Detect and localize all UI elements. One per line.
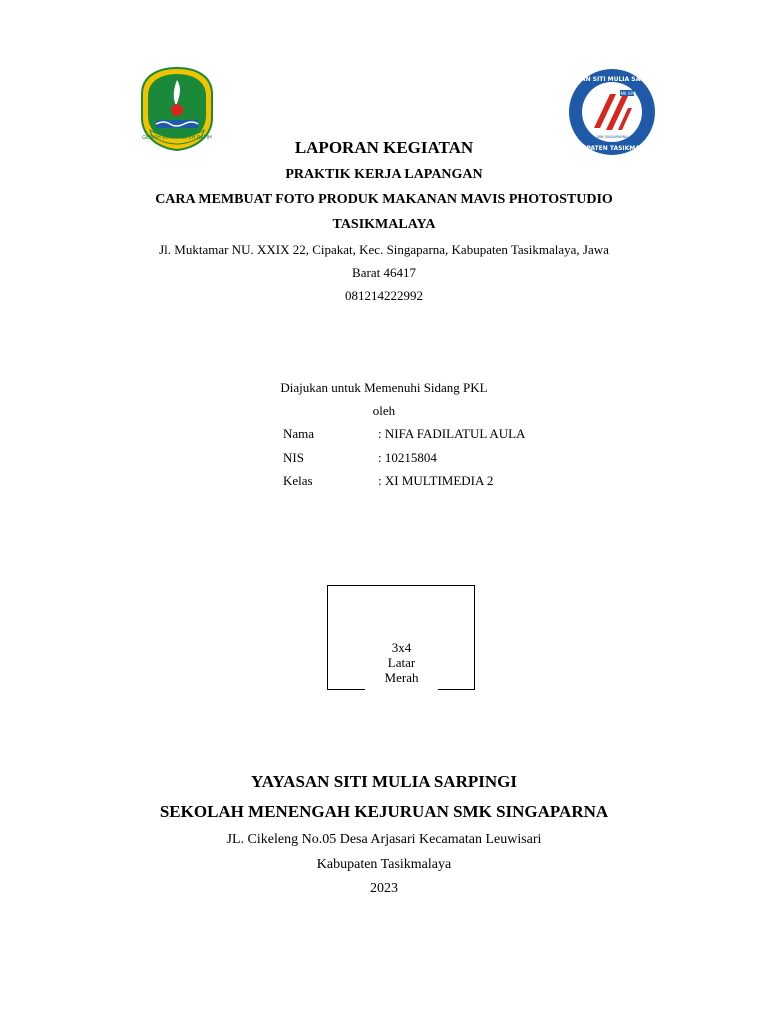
submission-by: oleh bbox=[372, 403, 396, 418]
nis-value: : 10215804 bbox=[378, 450, 437, 465]
report-subtitle: PRAKTIK KERJA LAPANGAN bbox=[285, 167, 483, 182]
photo-background-text: Latar bbox=[387, 655, 416, 670]
class-value: : XI MULTIMEDIA 2 bbox=[378, 473, 494, 488]
svg-text:SMK SINGAPARNA: SMK SINGAPARNA bbox=[596, 135, 628, 139]
photo-size-text: 3x4 bbox=[391, 640, 412, 655]
photo-placeholder-caption bbox=[365, 640, 438, 696]
name-label: Nama bbox=[283, 426, 315, 441]
svg-text:KABUPATEN TASIKMALAYA: KABUPATEN TASIKMALAYA bbox=[567, 145, 657, 152]
class-label: Kelas bbox=[283, 473, 313, 488]
report-topic-line-1: CARA MEMBUAT FOTO PRODUK MAKANAN MAVIS PHOTOSTUDIO bbox=[155, 192, 613, 207]
school-address: JL. Cikeleng No.05 Desa Arjasari Kecamatan Leuwisari bbox=[226, 832, 542, 847]
report-year: 2023 bbox=[370, 881, 398, 896]
company-phone: 081214222992 bbox=[345, 288, 423, 303]
school-name: SEKOLAH MENENGAH KEJURUAN SMK SINGAPARNA bbox=[159, 802, 609, 821]
svg-text:GEMAH RIPAH REPEH RAPIH: GEMAH RIPAH REPEH RAPIH bbox=[142, 135, 212, 141]
company-address-line-2: Barat 46417 bbox=[352, 265, 416, 280]
photo-color-text: Merah bbox=[384, 670, 419, 685]
svg-text:YAYASAN SITI MULIA SARPINGI: YAYASAN SITI MULIA SARPINGI bbox=[560, 76, 664, 83]
name-value: : NIFA FADILATUL AULA bbox=[378, 426, 526, 441]
foundation-name: YAYASAN SITI MULIA SARPINGI bbox=[251, 772, 517, 791]
school-regency: Kabupaten Tasikmalaya bbox=[316, 857, 452, 872]
company-address-line-1: Jl. Muktamar NU. XXIX 22, Cipakat, Kec. Singaparna, Kabupaten Tasikmalaya, Jawa bbox=[159, 242, 609, 257]
submission-purpose: Diajukan untuk Memenuhi Sidang PKL bbox=[280, 380, 488, 395]
nis-label: NIS bbox=[283, 450, 304, 465]
report-topic-line-2: TASIKMALAYA bbox=[332, 217, 436, 232]
svg-text:SMK SPG: SMK SPG bbox=[618, 91, 636, 96]
report-title: LAPORAN KEGIATAN bbox=[294, 138, 474, 157]
